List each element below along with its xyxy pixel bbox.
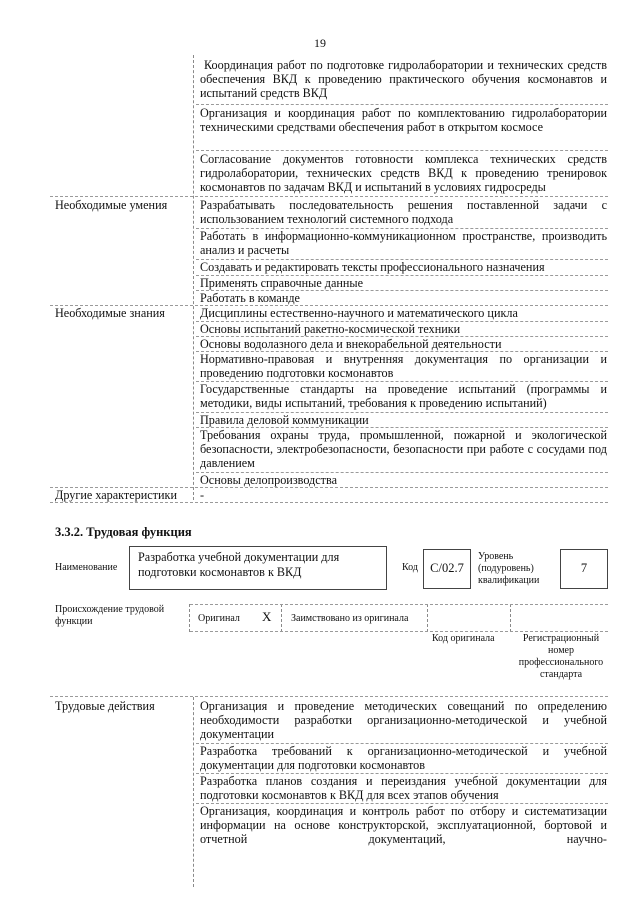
- knowledge-item: Основы делопроизводства: [200, 473, 338, 487]
- skill-item: Создавать и редактировать тексты профессионального назначения: [200, 260, 545, 274]
- action-item: Разработка требований к организационно-методической и учебной документации для подготовки космонавтов: [200, 744, 607, 773]
- knowledge-item: Основы водолазного дела и внекорабельной деятельности: [200, 337, 502, 351]
- knowledge-item: Дисциплины естественно-научного и математического цикла: [200, 306, 518, 320]
- table-cell-row-1: Координация работ по подготовке гидролаборатории и технических средств обеспечения ВКД к проведению практического обучения космонавтов и испытаний средств ВКД: [200, 58, 607, 101]
- origin-label: Происхождение трудовой функции: [55, 604, 165, 627]
- origin-bottom-rule: [190, 631, 608, 632]
- action-item: Разработка планов создания и переиздания учебной документации для подготовки космонавтов к ВКД для всех этапов обучения: [200, 774, 607, 803]
- table-column-divider: [193, 55, 194, 500]
- origin-divider: [281, 604, 282, 632]
- origin-divider: [427, 604, 428, 632]
- table-cell-row-2: Организация и координация работ по комплектованию гидролаборатории техническими средствами обеспечения работ в открытом космосе: [200, 106, 607, 135]
- original-mark: X: [262, 609, 272, 624]
- section-heading: 3.3.2. Трудовая функция: [55, 525, 192, 539]
- skill-item: Применять справочные данные: [200, 276, 364, 290]
- knowledge-item: Нормативно-правовая и внутренняя документация по организации и проведению подготовки космонавтов: [200, 352, 607, 381]
- code-label: Код: [402, 562, 418, 573]
- knowledge-label: Необходимые знания: [55, 306, 165, 320]
- original-label: Оригинал: [198, 613, 240, 624]
- skills-label: Необходимые умения: [55, 198, 168, 212]
- knowledge-item: Основы испытаний ракетно-космической техники: [200, 322, 461, 336]
- level-value: 7: [580, 561, 588, 575]
- origin-top-rule: [190, 604, 608, 605]
- code-original-label: Код оригинала: [432, 633, 495, 644]
- skill-item: Разрабатывать последовательность решения поставленной задачи с использованием технологий системного подхода: [200, 198, 607, 227]
- page-number: 19: [314, 36, 326, 50]
- skill-item: Работать в команде: [200, 291, 300, 305]
- table-column-divider: [193, 697, 194, 887]
- knowledge-item: Правила деловой коммуникации: [200, 413, 369, 427]
- borrowed-label: Заимствовано из оригинала: [291, 613, 409, 624]
- level-label: Уровень (подуровень) квалификации: [478, 551, 540, 586]
- row-divider: [196, 150, 608, 151]
- function-name: Разработка учебной документации для подготовки космонавтов к ВКД: [138, 550, 340, 579]
- section-divider: [50, 196, 608, 197]
- other-characteristics-value: -: [200, 488, 205, 502]
- skill-item: Работать в информационно-коммуникационном пространстве, производить анализ и расчеты: [200, 229, 607, 258]
- knowledge-item: Государственные стандарты на проведение испытаний (программы и методики, виды испытаний, требования к проведению испытаний): [200, 382, 607, 411]
- action-item: Организация, координация и контроль работ по отбору и систематизации информации на основе конструкторской, эксплуатационной, бортовой и отчетной документаций, научно-: [200, 804, 607, 847]
- table-cell-row-3: Согласование документов готовности комплекса технических средств гидролаборатории, технических средств ВКД к проведению тренировок космонавтов по задачам ВКД и испытаний в условиях гидросреды: [200, 152, 607, 195]
- row-divider: [196, 104, 608, 105]
- action-item: Организация и проведение методических совещаний по определению необходимости разработки организационно-методической и учебной документации: [200, 699, 607, 742]
- origin-divider: [189, 604, 190, 632]
- origin-divider: [510, 604, 511, 632]
- reg-number-label: Регистрационный номер профессионального стандарта: [518, 633, 604, 680]
- table-top-rule: [50, 696, 608, 697]
- table-bottom-rule: [50, 502, 608, 503]
- name-label: Наименование: [55, 562, 118, 573]
- code-value: C/02.7: [430, 561, 464, 575]
- knowledge-item: Требования охраны труда, промышленной, пожарной и экологической безопасности, электробезопасности, безопасности при работе с сосудами под давлением: [200, 428, 607, 471]
- actions-label: Трудовые действия: [55, 699, 155, 713]
- other-characteristics-label: Другие характеристики: [55, 488, 177, 502]
